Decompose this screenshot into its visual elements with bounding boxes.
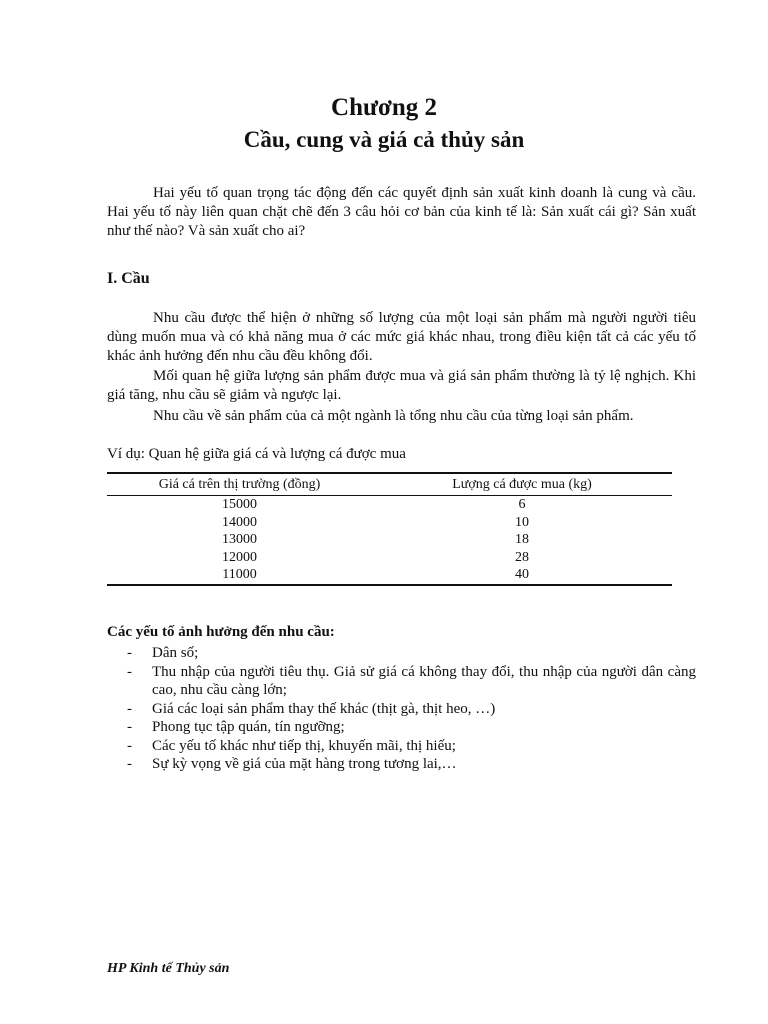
table-row bbox=[107, 496, 672, 514]
list-item-text: Sự kỳ vọng về giá của mặt hàng trong tương lai,… bbox=[152, 756, 457, 772]
list-item-text: Dân số; bbox=[152, 645, 199, 661]
list-item-text: Giá các loại sản phẩm thay thế khác (thịt gà, thịt heo, …) bbox=[152, 700, 496, 717]
section-heading-cau: I. Cầu bbox=[107, 270, 150, 287]
list-item bbox=[107, 663, 696, 700]
column-header-quantity: Lượng cá được mua (kg) bbox=[372, 473, 672, 496]
list-dash: - bbox=[127, 700, 132, 717]
intro-paragraph: Hai yếu tố quan trọng tác động đến các quyết định sản xuất kinh doanh là cung và cầu. Hai yếu tố này liên quan chặt chẽ đến 3 câu hỏi cơ bản của kinh tế là: Sản xuất cái gì? Sản xuất như thế nào? Và sản xuất cho ai? bbox=[107, 185, 696, 239]
table-row bbox=[107, 514, 672, 532]
price-quantity-table bbox=[107, 472, 672, 586]
price-quantity-paragraph: Mối quan hệ giữa lượng sản phẩm được mua và giá sản phẩm thường là tỷ lệ nghịch. Khi giá tăng, nhu cầu sẽ giảm và ngược lại. bbox=[107, 368, 696, 403]
list-dash: - bbox=[127, 645, 132, 661]
list-item bbox=[107, 755, 696, 774]
table-row bbox=[107, 531, 672, 549]
list-item bbox=[107, 700, 696, 719]
demand-definition-paragraph: Nhu cầu được thể hiện ở những số lượng của một loại sản phẩm mà người người tiêu dùng muốn mua và có khả năng mua ở các mức giá khác nhau, trong điều kiện tất cả các yếu tố khác ảnh hưởng đến nhu cầu đều không đổi. bbox=[107, 310, 696, 364]
chapter-title: Cầu, cung và giá cả thủy sản bbox=[243, 127, 525, 152]
chapter-number: Chương 2 bbox=[331, 94, 437, 121]
list-item-text: Các yếu tố khác như tiếp thị, khuyến mãi, thị hiếu; bbox=[152, 737, 456, 754]
table-header-row bbox=[107, 473, 672, 496]
title-block bbox=[0, 92, 768, 156]
price-cell: 15000 bbox=[222, 497, 257, 513]
table-row bbox=[107, 566, 672, 585]
quantity-cell: 6 bbox=[518, 497, 526, 513]
industry-demand-paragraph: Nhu cầu về sản phẩm của cả một ngành là tổng nhu cầu của từng loại sản phẩm. bbox=[153, 408, 634, 424]
list-dash: - bbox=[127, 663, 132, 680]
page-footer: HP Kinh tế Thủy sản bbox=[107, 961, 230, 976]
list-dash: - bbox=[127, 719, 132, 735]
list-item bbox=[107, 737, 696, 756]
list-item bbox=[107, 718, 696, 737]
list-dash: - bbox=[127, 756, 132, 772]
list-item-text: Phong tục tập quán, tín ngưỡng; bbox=[152, 719, 345, 735]
list-item-text: Thu nhập của người tiêu thụ. Giả sử giá cá không thay đổi, thu nhập của người dân càng cao, nhu cầu càng lớn; bbox=[152, 663, 696, 698]
column-header-price: Giá cá trên thị trường (đồng) bbox=[107, 473, 372, 496]
price-cell: 13000 bbox=[222, 532, 257, 548]
quantity-cell: 18 bbox=[515, 532, 529, 548]
quantity-cell: 40 bbox=[372, 566, 672, 585]
quantity-cell: 28 bbox=[515, 549, 529, 565]
factors-list bbox=[107, 644, 696, 774]
price-cell: 11000 bbox=[107, 566, 372, 585]
table-row bbox=[107, 549, 672, 567]
list-item bbox=[107, 644, 696, 663]
factors-heading: Các yếu tố ảnh hưởng đến nhu cầu: bbox=[107, 624, 335, 640]
example-caption: Ví dụ: Quan hệ giữa giá cá và lượng cá được mua bbox=[107, 446, 406, 462]
quantity-cell: 10 bbox=[515, 514, 529, 530]
price-cell: 14000 bbox=[222, 514, 257, 530]
list-dash: - bbox=[127, 737, 132, 754]
price-cell: 12000 bbox=[222, 549, 257, 565]
